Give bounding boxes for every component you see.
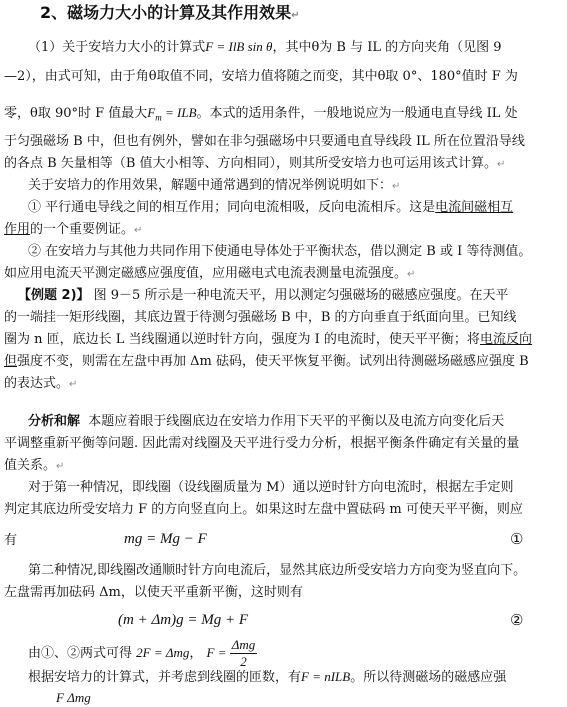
- return-mark: ↵: [407, 269, 416, 280]
- formula: F Δmg: [56, 690, 91, 705]
- analysis-line1: [28, 413, 504, 431]
- text: 有: [4, 533, 18, 548]
- heading-text: 2、磁场力大小的计算及其作用效果: [40, 3, 292, 22]
- text: 本题应着眼于线圈底边在安培力作用下天平的平衡以及电流方向变化后天: [88, 414, 505, 429]
- return-mark: ↵: [291, 10, 300, 21]
- formula: F = nILB: [301, 669, 351, 684]
- return-mark: ↵: [134, 225, 143, 236]
- formula: mg = Mg − F: [124, 531, 207, 547]
- underlined-text: 但: [4, 354, 18, 369]
- fraction-numerator: Δmg: [231, 637, 256, 652]
- text: 判定其底边所受安培力 F 的方向竖直向上。如果这时左盘中置砝码 m 可使天平平衡，则应: [4, 502, 523, 517]
- analysis-line5: [4, 501, 523, 519]
- para2-line4: [28, 243, 531, 261]
- text: 第二种情况,即线圈改通顺时针方向电流后，显然其底边所受安培力方向变为竖直向下。: [28, 563, 527, 578]
- example-line3: [4, 331, 532, 349]
- formula: F = IlB sin θ: [205, 39, 273, 54]
- eq-number: ①: [510, 532, 524, 548]
- text: 的各点 B 矢量相等（B 值大小相等、方向相同），则其所受安培力也可运用该式计算。: [4, 156, 498, 171]
- text: （1）关于安培力大小的计算式: [28, 40, 206, 55]
- analysis-line6: [4, 532, 17, 550]
- underlined-text: 电流反向: [479, 332, 532, 347]
- text: 圈为 n 匝，底边长 L 当线圈通以逆时针方向，强度为 I 的电流时，使天平平衡；将: [4, 332, 480, 347]
- text: 如应用电流天平测定磁感应强度值，应用磁电式电流表测量电流强度。: [4, 266, 408, 281]
- text: 由①、②两式可得: [28, 646, 133, 661]
- underlined-text: 作用: [4, 222, 31, 237]
- return-mark: ↵: [497, 159, 506, 170]
- para1-line4: [4, 133, 525, 151]
- text: 关于安培力的作用效果，解题中通常遇到的情况举例说明如下：: [28, 178, 393, 193]
- return-mark: ↵: [69, 379, 78, 390]
- para2-line1: [28, 177, 400, 196]
- text: 平调整重新平衡等问题. 因此需对线圈及天平进行受力分析，根据平衡条件确定有关量的量: [4, 436, 520, 451]
- para2-line3: [4, 221, 142, 240]
- example-line5: [4, 375, 77, 394]
- equation-1-number: [510, 531, 523, 549]
- para2-line2: [28, 199, 513, 217]
- text: ① 平行通电导线之间的相互作用；同向电流相吸，反向电流相斥。这是: [28, 200, 436, 215]
- text: 图 9－5 所示是一种电流天平，用以测定匀强磁场的磁感应强度。在天平: [93, 288, 509, 303]
- para1-line2: [4, 68, 518, 86]
- example-line1: [18, 287, 508, 305]
- text: —2），由式可知，由于角θ取值不同，安培力值将随之而变，其中θ取 0°、180°值时 F 为: [4, 69, 518, 84]
- formula: 2F = Δmg: [136, 645, 190, 660]
- formula: = ILB: [161, 105, 197, 120]
- text: 强度不变，则需在左盘中再加 Δm 砝码，使天平恢复平衡。试列出待测磁场磁感应强度 B: [17, 354, 529, 369]
- eq-number: ②: [510, 613, 524, 629]
- section-heading: [40, 4, 300, 25]
- para1-line3: [4, 104, 518, 127]
- analysis-line11-partial: [56, 689, 91, 707]
- text: 的表达式。: [4, 376, 70, 391]
- return-mark: ↵: [56, 461, 65, 472]
- analysis-line10: [28, 668, 506, 687]
- para2-line5: [4, 265, 415, 284]
- underlined-text: 电流间磁相互: [435, 200, 514, 215]
- text: ，: [189, 646, 203, 661]
- example-line4: [4, 353, 529, 371]
- equation-2-number: [510, 612, 523, 630]
- text: 对于第一种情况，即线圈（设线圈质量为 M）通以逆时针方向电流时，根据左手定则: [28, 480, 514, 495]
- text: 的一端挂一矩形线圈，其底边置于待测匀强磁场 B 中，B 的方向垂直于纸面向里。已知线: [4, 310, 517, 325]
- analysis-line3: [4, 457, 64, 476]
- example-line2: [4, 309, 517, 327]
- para1-line1: [28, 38, 502, 57]
- formula: F =: [206, 645, 230, 660]
- text: 值关系。: [4, 458, 57, 473]
- text: ② 在安培力与其他力共同作用下使通电导体处于平衡状态，借以测定 B 或 I 等待测值。: [28, 244, 532, 259]
- text: 。本式的适用条件，一般地说应为一般通电直导线 IL 处: [196, 106, 518, 121]
- fraction-denominator: 2: [240, 654, 247, 669]
- text: ，其中θ为 B 与 IL 的方向夹角（见图 9: [272, 40, 502, 55]
- formula: (m + Δm)g = Mg + F: [118, 612, 248, 628]
- text: 零，θ取 90°时 F 值最大: [4, 106, 148, 121]
- analysis-line2: [4, 435, 519, 453]
- example-tag: 【例题 2)】: [18, 288, 90, 303]
- analysis-line4: [28, 479, 513, 497]
- text: 。所以待测磁场的磁感应强: [350, 670, 507, 685]
- text: 的一个重要例证。: [30, 222, 135, 237]
- subscript: m: [155, 112, 162, 123]
- text: 于匀强磁场 B 中，但也有例外，譬如在非匀强磁场中只要通电直导线段 IL 所在位置沿导线: [4, 134, 525, 149]
- analysis-line8: [4, 584, 303, 602]
- fraction: [230, 637, 258, 670]
- analysis-line7: [28, 562, 526, 580]
- text: 左盘需再加砝码 Δm，以使天平重新平衡，这时则有: [4, 585, 303, 600]
- text: 根据安培力的计算式，并考虑到线圈的匝数，有: [28, 670, 302, 685]
- return-mark: ↵: [392, 181, 401, 192]
- analysis-label: 分析和解: [28, 414, 81, 429]
- equation-1: [124, 530, 207, 548]
- equation-2: [118, 611, 248, 629]
- para1-line5: [4, 155, 505, 174]
- analysis-line9: [28, 636, 257, 671]
- formula: F: [147, 105, 156, 120]
